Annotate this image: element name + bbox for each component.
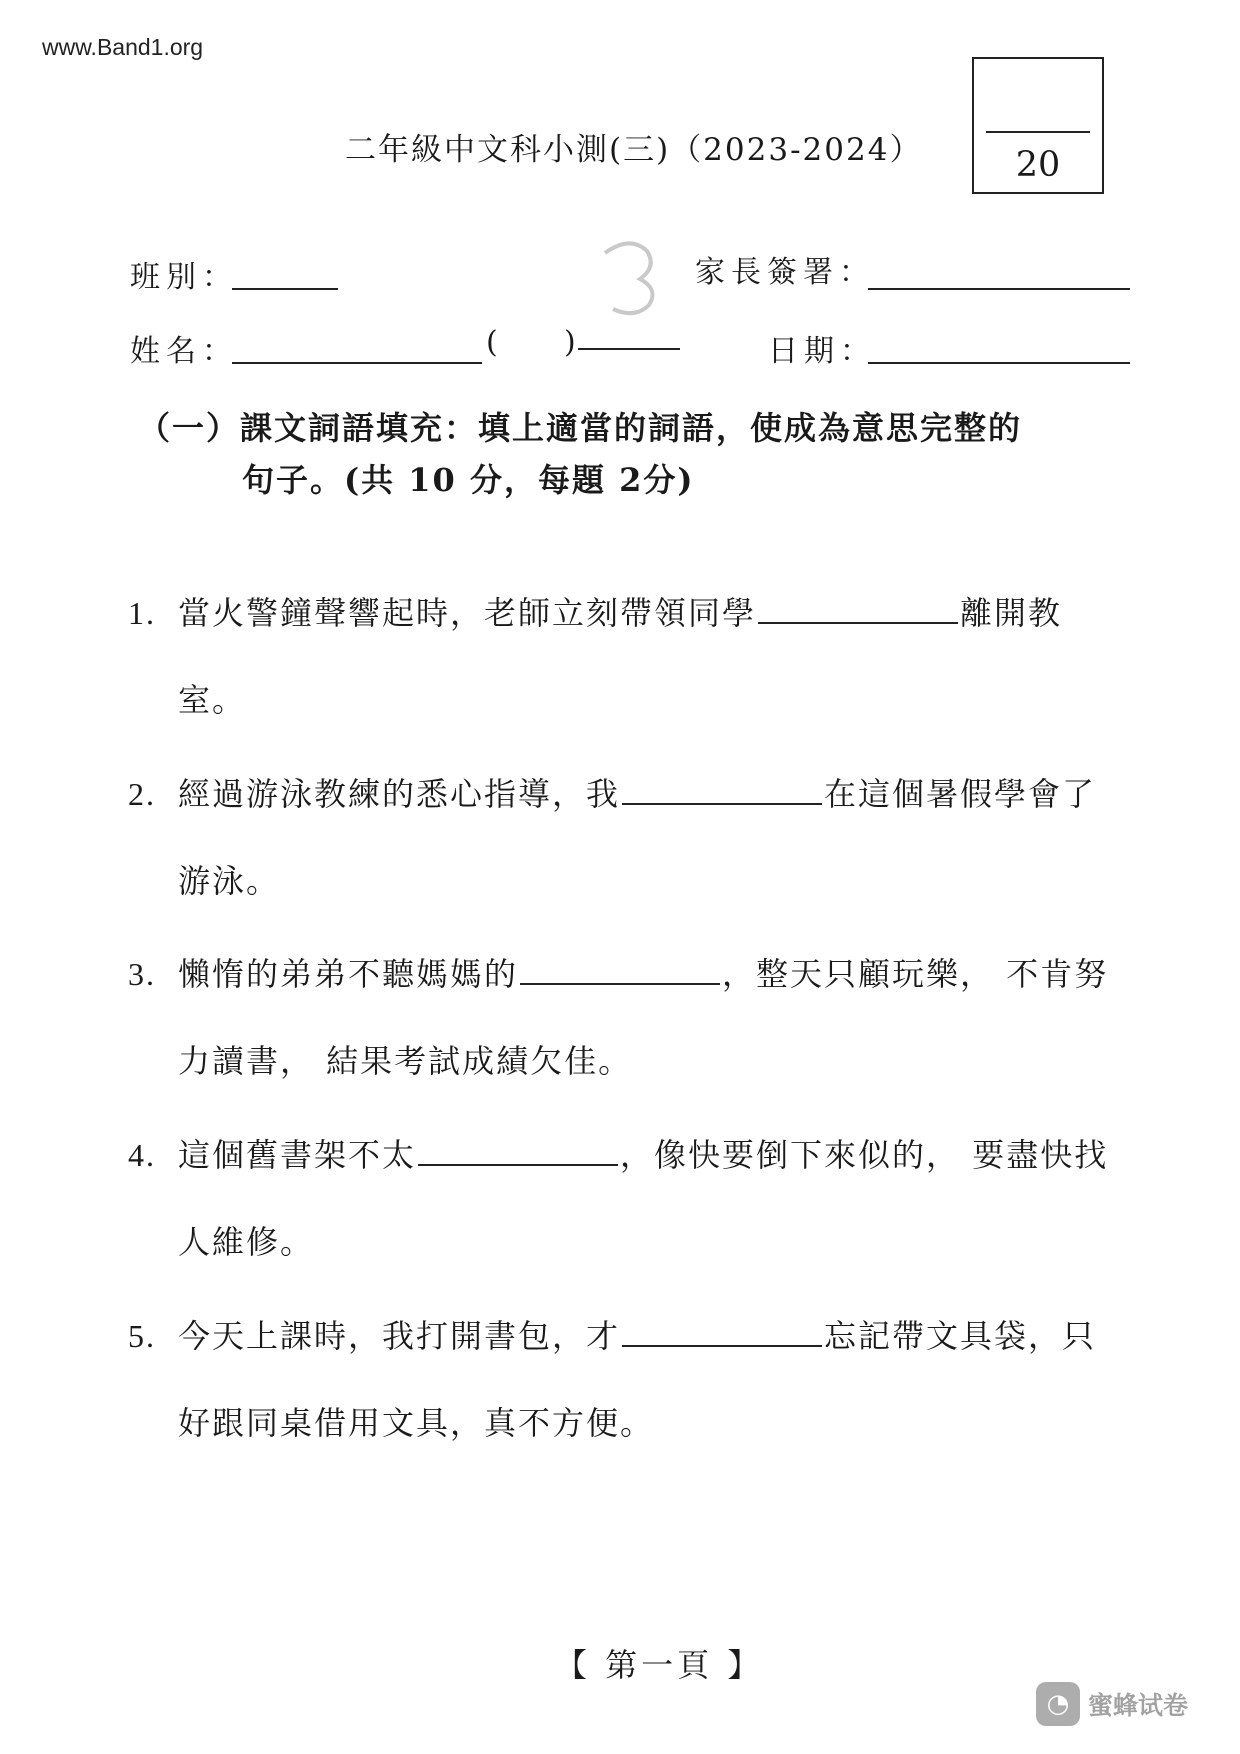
name-label: 姓名： bbox=[130, 334, 238, 369]
question-2 bbox=[128, 776, 1096, 812]
question-text: ，整天只顧玩樂， 不肯努 bbox=[722, 955, 1109, 993]
question-number: 4. bbox=[128, 1137, 156, 1173]
question-number: 1. bbox=[128, 595, 156, 631]
date-blank[interactable] bbox=[868, 362, 1130, 364]
question-text: 懶惰的弟弟不聽媽媽的 bbox=[178, 955, 519, 993]
class-blank[interactable] bbox=[232, 288, 338, 290]
watermark-text: 蜜蜂试卷 bbox=[1088, 1691, 1189, 1720]
section-heading-line1: （一）課文詞語填充：填上適當的詞語，使成為意思完整的 bbox=[138, 409, 1023, 447]
page-title: 二年級中文科小測(三)（2023-2024） bbox=[345, 132, 923, 168]
score-total: 20 bbox=[1015, 145, 1061, 185]
question-1 bbox=[128, 595, 1062, 631]
question-5-continued: 好跟同桌借用文具，真不方便。 bbox=[178, 1404, 655, 1442]
question-2-continued: 游泳。 bbox=[178, 862, 281, 900]
question-text: 今天上課時，我打開書包，才 bbox=[178, 1317, 621, 1355]
question-text: 這個舊書架不太 bbox=[178, 1136, 417, 1174]
question-text: 離開教 bbox=[960, 594, 1063, 632]
answer-blank[interactable] bbox=[520, 957, 720, 985]
question-5 bbox=[128, 1318, 1096, 1354]
answer-blank[interactable] bbox=[418, 1138, 618, 1166]
parent-signature-blank[interactable] bbox=[868, 288, 1130, 290]
answer-blank[interactable] bbox=[622, 1319, 822, 1347]
question-text: ，像快要倒下來似的， 要盡快找 bbox=[620, 1136, 1109, 1174]
question-text: 在這個暑假學會了 bbox=[824, 775, 1097, 813]
question-text: 經過游泳教練的悉心指導，我 bbox=[178, 775, 621, 813]
parent-signature-label: 家長簽署： bbox=[695, 255, 875, 290]
question-4 bbox=[128, 1137, 1108, 1173]
question-number: 5. bbox=[128, 1318, 156, 1354]
section-heading-line2: 句子。(共 10 分，每題 2分) bbox=[242, 461, 695, 499]
class-label: 班別： bbox=[130, 260, 238, 295]
stamp-mark bbox=[585, 233, 675, 323]
chat-bubble-icon: ◔ bbox=[1036, 1682, 1080, 1726]
question-3-continued: 力讀書， 結果考試成績欠佳。 bbox=[178, 1042, 633, 1080]
name-blank[interactable] bbox=[232, 362, 482, 364]
section-heading bbox=[138, 402, 1022, 506]
question-3 bbox=[128, 956, 1108, 992]
site-url: www.Band1.org bbox=[42, 34, 204, 60]
answer-blank[interactable] bbox=[758, 596, 958, 624]
score-box bbox=[972, 57, 1104, 194]
date-label: 日期： bbox=[768, 334, 876, 369]
watermark bbox=[1036, 1682, 1188, 1726]
score-line bbox=[986, 131, 1090, 133]
number-blank[interactable] bbox=[578, 348, 680, 350]
question-1-continued: 室。 bbox=[178, 681, 247, 719]
class-number-close: ) bbox=[564, 325, 576, 360]
question-number: 2. bbox=[128, 776, 156, 812]
question-text: 當火警鐘聲響起時，老師立刻帶領同學 bbox=[178, 594, 757, 632]
question-4-continued: 人維修。 bbox=[178, 1223, 315, 1261]
class-number-open: ( bbox=[486, 325, 498, 360]
question-text: 忘記帶文具袋，只 bbox=[824, 1317, 1097, 1355]
page-number: 【 第一頁 】 bbox=[555, 1646, 764, 1684]
answer-blank[interactable] bbox=[622, 777, 822, 805]
question-number: 3. bbox=[128, 956, 156, 992]
